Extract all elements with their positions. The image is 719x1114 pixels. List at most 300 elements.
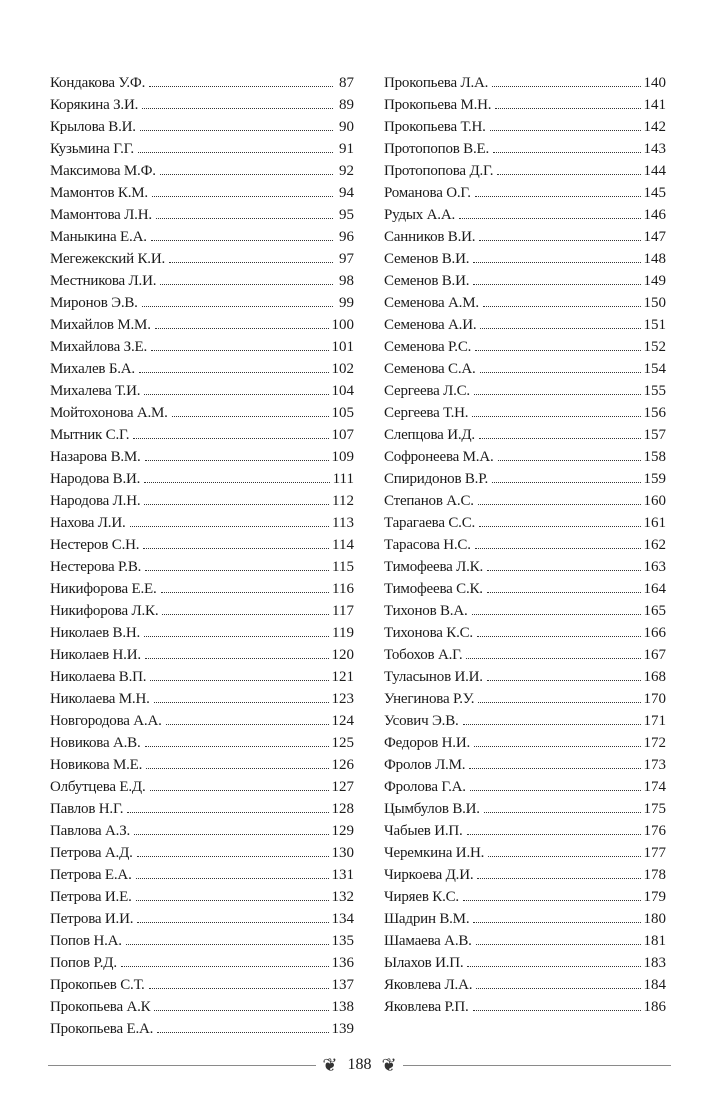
entry-name: Романова О.Г.	[384, 185, 471, 201]
entry-name: Николаева М.Н.	[50, 691, 150, 707]
entry-name: Семенова А.М.	[384, 295, 479, 311]
dot-leader	[487, 591, 641, 593]
entry-name: Кондакова У.Ф.	[50, 75, 146, 91]
entry-page-number: 146	[643, 207, 666, 223]
entry-name: Яковлева Р.П.	[384, 999, 469, 1015]
entry-page-number: 171	[643, 713, 666, 729]
index-entry	[50, 688, 354, 710]
entry-page-number: 136	[331, 955, 354, 971]
entry-name: Петрова И.Е.	[50, 889, 132, 905]
dot-leader	[492, 481, 640, 483]
dot-leader	[492, 85, 640, 87]
dot-leader	[150, 679, 328, 681]
entry-page-number: 160	[643, 493, 666, 509]
entry-page-number: 127	[331, 779, 354, 795]
entry-name: Прокопьева Т.Н.	[384, 119, 486, 135]
dot-leader	[149, 987, 329, 989]
dot-leader	[144, 635, 329, 637]
entry-page-number: 161	[643, 515, 666, 531]
page-footer	[48, 1050, 671, 1080]
entry-page-number: 116	[332, 581, 354, 597]
index-entry	[384, 644, 666, 666]
index-entry	[50, 182, 354, 204]
entry-page-number: 99	[339, 295, 354, 311]
index-entry	[384, 490, 666, 512]
entry-page-number: 125	[331, 735, 354, 751]
entry-name: Мегежекский К.И.	[50, 251, 166, 267]
dot-leader	[143, 547, 329, 549]
entry-name: Олбутцева Е.Д.	[50, 779, 146, 795]
index-column-right	[384, 72, 666, 1018]
entry-page-number: 87	[339, 75, 354, 91]
index-entry	[384, 358, 666, 380]
index-entry	[50, 380, 354, 402]
entry-page-number: 138	[331, 999, 354, 1015]
dot-leader	[136, 877, 329, 879]
entry-page-number: 113	[332, 515, 354, 531]
dot-leader	[473, 921, 640, 923]
dot-leader	[479, 525, 640, 527]
entry-name: Чабыев И.П.	[384, 823, 463, 839]
entry-page-number: 126	[331, 757, 354, 773]
dot-leader	[156, 217, 333, 219]
index-entry	[50, 534, 354, 556]
entry-page-number: 96	[339, 229, 354, 245]
entry-page-number: 104	[331, 383, 354, 399]
index-entry	[50, 930, 354, 952]
index-entry	[384, 534, 666, 556]
dot-leader	[498, 459, 641, 461]
dot-leader	[144, 503, 329, 505]
entry-page-number: 158	[643, 449, 666, 465]
dot-leader	[474, 393, 641, 395]
entry-page-number: 174	[643, 779, 666, 795]
index-entry	[50, 710, 354, 732]
dot-leader	[476, 987, 640, 989]
index-entry	[50, 490, 354, 512]
entry-page-number: 109	[331, 449, 354, 465]
index-entry	[50, 116, 354, 138]
entry-name: Тихонова К.С.	[384, 625, 473, 641]
entry-name: Спиридонов В.Р.	[384, 471, 489, 487]
index-entry	[50, 864, 354, 886]
dot-leader	[472, 415, 640, 417]
dot-leader	[150, 789, 329, 791]
index-entry	[384, 556, 666, 578]
index-entry	[50, 996, 354, 1018]
index-entry	[50, 886, 354, 908]
entry-page-number: 173	[643, 757, 666, 773]
dot-leader	[166, 723, 329, 725]
dot-leader	[160, 283, 333, 285]
entry-name: Тимофеева Л.К.	[384, 559, 484, 575]
entry-page-number: 90	[339, 119, 354, 135]
dot-leader	[473, 1009, 641, 1011]
entry-page-number: 117	[332, 603, 354, 619]
entry-page-number: 130	[331, 845, 354, 861]
entry-page-number: 97	[339, 251, 354, 267]
dot-leader	[479, 437, 641, 439]
entry-name: Павлова А.З.	[50, 823, 131, 839]
entry-page-number: 120	[331, 647, 354, 663]
entry-page-number: 166	[643, 625, 666, 641]
dot-leader	[497, 173, 640, 175]
entry-page-number: 144	[643, 163, 666, 179]
entry-page-number: 94	[339, 185, 354, 201]
dot-leader	[151, 239, 333, 241]
index-entry	[384, 666, 666, 688]
index-entry	[50, 798, 354, 820]
dot-leader	[480, 327, 640, 329]
entry-page-number: 124	[331, 713, 354, 729]
index-entry	[50, 402, 354, 424]
entry-page-number: 167	[643, 647, 666, 663]
dot-leader	[484, 811, 641, 813]
entry-name: Назарова В.М.	[50, 449, 141, 465]
entry-page-number: 149	[643, 273, 666, 289]
dot-leader	[127, 811, 328, 813]
index-entry	[50, 270, 354, 292]
entry-name: Протопопова Д.Г.	[384, 163, 494, 179]
dot-leader	[475, 547, 641, 549]
index-entry	[50, 446, 354, 468]
entry-name: Прокопьева Е.А.	[50, 1021, 154, 1037]
entry-page-number: 147	[643, 229, 666, 245]
entry-name: Чиряев К.С.	[384, 889, 459, 905]
dot-leader	[475, 195, 641, 197]
entry-name: Нахова Л.И.	[50, 515, 126, 531]
entry-name: Тобохов А.Г.	[384, 647, 463, 663]
entry-name: Кузьмина Г.Г.	[50, 141, 134, 157]
entry-name: Фролова Г.А.	[384, 779, 466, 795]
entry-name: Нестеров С.Н.	[50, 537, 140, 553]
entry-page-number: 181	[643, 933, 666, 949]
index-entry	[50, 578, 354, 600]
dot-leader	[495, 107, 640, 109]
entry-name: Михалева Т.И.	[50, 383, 141, 399]
index-entry	[50, 314, 354, 336]
entry-name: Миронов Э.В.	[50, 295, 138, 311]
entry-page-number: 177	[643, 845, 666, 861]
entry-page-number: 164	[643, 581, 666, 597]
entry-name: Николаев Н.И.	[50, 647, 141, 663]
index-entry	[384, 754, 666, 776]
index-entry	[384, 314, 666, 336]
ornament-right-icon: ❦	[381, 1054, 397, 1075]
entry-page-number: 157	[643, 427, 666, 443]
index-entry	[50, 732, 354, 754]
dot-leader	[477, 877, 640, 879]
entry-page-number: 155	[643, 383, 666, 399]
index-entry	[384, 842, 666, 864]
dot-leader	[126, 943, 329, 945]
entry-page-number: 107	[331, 427, 354, 443]
entry-name: Корякина З.И.	[50, 97, 139, 113]
entry-page-number: 135	[331, 933, 354, 949]
dot-leader	[466, 657, 640, 659]
entry-name: Семенов В.И.	[384, 273, 470, 289]
index-entry	[50, 512, 354, 534]
entry-name: Никифорова Е.Е.	[50, 581, 157, 597]
entry-page-number: 89	[339, 97, 354, 113]
entry-name: Семенова Р.С.	[384, 339, 472, 355]
entry-name: Петрова Е.А.	[50, 867, 132, 883]
index-entry	[384, 204, 666, 226]
dot-leader	[133, 437, 328, 439]
entry-name: Мамонтова Л.Н.	[50, 207, 152, 223]
entry-page-number: 137	[331, 977, 354, 993]
index-entry	[384, 886, 666, 908]
dot-leader	[160, 173, 333, 175]
dot-leader	[469, 767, 640, 769]
entry-page-number: 178	[643, 867, 666, 883]
index-entry	[384, 710, 666, 732]
dot-leader	[169, 261, 333, 263]
dot-leader	[473, 283, 640, 285]
dot-leader	[488, 855, 640, 857]
entry-name: Туласынов И.И.	[384, 669, 483, 685]
index-entry	[384, 512, 666, 534]
index-column-left	[50, 72, 354, 1040]
entry-name: Сергеева Л.С.	[384, 383, 470, 399]
dot-leader	[145, 459, 329, 461]
entry-name: Народова В.И.	[50, 471, 141, 487]
entry-name: Новикова М.Е.	[50, 757, 143, 773]
entry-name: Цымбулов В.И.	[384, 801, 480, 817]
entry-name: Тарасова Н.С.	[384, 537, 471, 553]
index-entry	[384, 94, 666, 116]
index-entry	[384, 182, 666, 204]
dot-leader	[477, 635, 641, 637]
dot-leader	[467, 833, 641, 835]
entry-page-number: 102	[331, 361, 354, 377]
entry-name: Новикова А.В.	[50, 735, 141, 751]
entry-page-number: 111	[332, 471, 354, 487]
dot-leader	[137, 921, 328, 923]
entry-name: Черемкина И.Н.	[384, 845, 485, 861]
entry-page-number: 121	[331, 669, 354, 685]
entry-name: Народова Л.Н.	[50, 493, 141, 509]
index-entry	[50, 556, 354, 578]
dot-leader	[472, 613, 641, 615]
index-entry	[384, 270, 666, 292]
index-entry	[50, 468, 354, 490]
footer-rule-left	[48, 1065, 316, 1066]
entry-name: Крылова В.И.	[50, 119, 136, 135]
entry-name: Никифорова Л.К.	[50, 603, 159, 619]
entry-page-number: 123	[331, 691, 354, 707]
dot-leader	[152, 195, 333, 197]
entry-name: Николаева В.П.	[50, 669, 147, 685]
index-entry	[384, 776, 666, 798]
entry-page-number: 145	[643, 185, 666, 201]
entry-page-number: 129	[331, 823, 354, 839]
entry-page-number: 140	[643, 75, 666, 91]
dot-leader	[136, 899, 329, 901]
entry-name: Попов Р.Д.	[50, 955, 117, 971]
entry-name: Чиркоева Д.И.	[384, 867, 474, 883]
dot-leader	[144, 393, 328, 395]
entry-name: Унегинова Р.У.	[384, 691, 475, 707]
entry-page-number: 98	[339, 273, 354, 289]
entry-name: Фролов Л.М.	[384, 757, 466, 773]
index-entry	[50, 908, 354, 930]
dot-leader	[138, 151, 333, 153]
entry-name: Сергеева Т.Н.	[384, 405, 469, 421]
index-entry	[384, 160, 666, 182]
index-entry	[384, 116, 666, 138]
entry-name: Яковлева Л.А.	[384, 977, 473, 993]
index-entry	[384, 336, 666, 358]
ornament-left-icon: ❦	[322, 1054, 338, 1075]
index-entry	[50, 358, 354, 380]
entry-name: Нестерова Р.В.	[50, 559, 142, 575]
dot-leader	[475, 349, 640, 351]
dot-leader	[139, 371, 329, 373]
entry-name: Прокопьев С.Т.	[50, 977, 145, 993]
index-entry	[384, 930, 666, 952]
entry-page-number: 180	[643, 911, 666, 927]
index-entry	[384, 292, 666, 314]
entry-page-number: 92	[339, 163, 354, 179]
entry-page-number: 156	[643, 405, 666, 421]
dot-leader	[134, 833, 328, 835]
index-entry	[50, 94, 354, 116]
index-entry	[384, 578, 666, 600]
index-entry	[50, 754, 354, 776]
dot-leader	[463, 899, 641, 901]
entry-page-number: 183	[643, 955, 666, 971]
entry-name: Местникова Л.И.	[50, 273, 157, 289]
entry-page-number: 115	[332, 559, 354, 575]
entry-name: Павлов Н.Г.	[50, 801, 124, 817]
index-entry	[50, 974, 354, 996]
entry-page-number: 176	[643, 823, 666, 839]
index-entry	[384, 72, 666, 94]
dot-leader	[154, 701, 329, 703]
entry-name: Михайлова З.Е.	[50, 339, 148, 355]
dot-leader	[487, 679, 641, 681]
dot-leader	[146, 767, 328, 769]
entry-name: Петрова И.И.	[50, 911, 134, 927]
entry-name: Прокопьева Л.А.	[384, 75, 489, 91]
entry-name: Николаев В.Н.	[50, 625, 141, 641]
index-entry	[50, 776, 354, 798]
index-entry	[50, 138, 354, 160]
dot-leader	[157, 1031, 328, 1033]
index-entry	[384, 798, 666, 820]
entry-page-number: 179	[643, 889, 666, 905]
dot-leader	[145, 569, 329, 571]
index-entry	[50, 248, 354, 270]
dot-leader	[172, 415, 329, 417]
dot-leader	[470, 789, 641, 791]
dot-leader	[137, 855, 329, 857]
dot-leader	[145, 745, 329, 747]
entry-page-number: 91	[339, 141, 354, 157]
index-entry	[384, 446, 666, 468]
entry-name: Максимова М.Ф.	[50, 163, 156, 179]
entry-page-number: 168	[643, 669, 666, 685]
entry-name: Степанов А.С.	[384, 493, 474, 509]
index-entry	[384, 402, 666, 424]
entry-page-number: 139	[331, 1021, 354, 1037]
dot-leader	[140, 129, 333, 131]
index-entry	[384, 622, 666, 644]
dot-leader	[142, 305, 333, 307]
entry-name: Семенова А.И.	[384, 317, 477, 333]
entry-name: Шадрин В.М.	[384, 911, 470, 927]
entry-name: Мытник С.Г.	[50, 427, 130, 443]
index-entry	[384, 468, 666, 490]
dot-leader	[161, 591, 330, 593]
entry-page-number: 150	[643, 295, 666, 311]
entry-page-number: 165	[643, 603, 666, 619]
index-entry	[384, 688, 666, 710]
index-entry	[384, 820, 666, 842]
dot-leader	[149, 85, 333, 87]
index-entry	[50, 644, 354, 666]
entry-page-number: 159	[643, 471, 666, 487]
entry-name: Федоров Н.И.	[384, 735, 471, 751]
index-entry	[384, 732, 666, 754]
index-entry	[50, 952, 354, 974]
dot-leader	[479, 239, 640, 241]
entry-name: Тимофеева С.К.	[384, 581, 483, 597]
dot-leader	[480, 371, 641, 373]
dot-leader	[130, 525, 330, 527]
entry-page-number: 95	[339, 207, 354, 223]
entry-page-number: 112	[332, 493, 354, 509]
index-entry	[50, 204, 354, 226]
entry-page-number: 131	[331, 867, 354, 883]
entry-name: Тихонов В.А.	[384, 603, 468, 619]
dot-leader	[155, 327, 329, 329]
entry-page-number: 172	[643, 735, 666, 751]
entry-name: Семенов В.И.	[384, 251, 470, 267]
dot-leader	[121, 965, 329, 967]
index-entry	[50, 1018, 354, 1040]
entry-name: Рудых А.А.	[384, 207, 456, 223]
dot-leader	[493, 151, 640, 153]
entry-page-number: 184	[643, 977, 666, 993]
index-entry	[384, 974, 666, 996]
index-entry	[384, 424, 666, 446]
dot-leader	[467, 965, 640, 967]
index-entry	[384, 138, 666, 160]
entry-page-number: 128	[331, 801, 354, 817]
entry-page-number: 143	[643, 141, 666, 157]
entry-name: Санников В.И.	[384, 229, 476, 245]
dot-leader	[476, 943, 641, 945]
index-entry	[50, 820, 354, 842]
entry-page-number: 100	[331, 317, 354, 333]
index-entry	[50, 424, 354, 446]
entry-name: Тарагаева С.С.	[384, 515, 476, 531]
index-entry	[50, 666, 354, 688]
dot-leader	[490, 129, 641, 131]
entry-name: Маныкина Е.А.	[50, 229, 147, 245]
entry-page-number: 142	[643, 119, 666, 135]
index-entry	[384, 952, 666, 974]
dot-leader	[487, 569, 640, 571]
entry-page-number: 132	[331, 889, 354, 905]
index-entry	[384, 864, 666, 886]
entry-name: Михалев Б.А.	[50, 361, 135, 377]
entry-page-number: 162	[643, 537, 666, 553]
entry-page-number: 105	[331, 405, 354, 421]
index-entry	[50, 160, 354, 182]
